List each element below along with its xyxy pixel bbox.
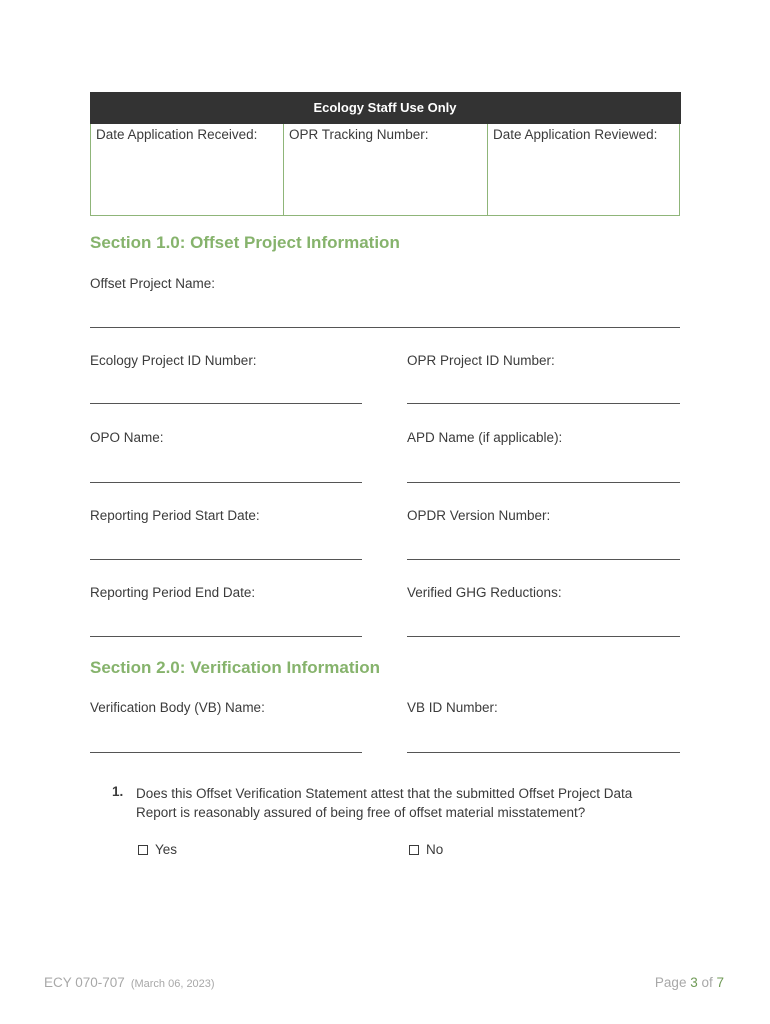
question-text: Does this Offset Verification Statement attest that the submitted Offset Project Data Report is reasonably assured of being free of offset material misstatement? (136, 786, 633, 820)
yes-label: Yes (155, 842, 178, 857)
staff-use-table (90, 92, 680, 216)
question-number: 1. (112, 784, 124, 799)
reporting-period-start-field[interactable] (90, 559, 362, 560)
verification-body-name-label: Verification Body (VB) Name: (90, 700, 265, 715)
date-application-reviewed-label: Date Application Reviewed: (493, 127, 658, 142)
vb-id-number-label: VB ID Number: (407, 700, 498, 715)
footer-form-id (44, 975, 215, 990)
section-1-heading: Section 1.0: Offset Project Information (90, 233, 400, 252)
date-application-reviewed-cell[interactable] (488, 124, 679, 215)
apd-name-field[interactable] (407, 482, 680, 483)
opdr-version-field[interactable] (407, 559, 680, 560)
reporting-period-start-label: Reporting Period Start Date: (90, 508, 260, 523)
offset-project-name-field[interactable] (90, 327, 680, 328)
opo-name-field[interactable] (90, 482, 362, 483)
ecology-project-id-label: Ecology Project ID Number: (90, 353, 257, 368)
staff-use-header: Ecology Staff Use Only (90, 92, 681, 124)
opr-project-id-label: OPR Project ID Number: (407, 353, 555, 368)
date-application-received-label: Date Application Received: (96, 127, 258, 142)
opr-tracking-number-cell[interactable] (284, 124, 488, 215)
form-id: ECY 070-707 (44, 975, 125, 990)
page-total: 7 (716, 975, 724, 990)
opr-project-id-field[interactable] (407, 403, 680, 404)
no-option[interactable] (409, 842, 443, 857)
opo-name-label: OPO Name: (90, 430, 164, 445)
reporting-period-end-label: Reporting Period End Date: (90, 585, 256, 600)
page-current: 3 (690, 975, 698, 990)
yes-checkbox-icon[interactable] (138, 845, 148, 855)
vb-id-number-field[interactable] (407, 752, 680, 753)
offset-project-name-label: Offset Project Name: (90, 276, 216, 291)
opr-tracking-number-label: OPR Tracking Number: (289, 127, 429, 142)
ecology-project-id-field[interactable] (90, 403, 362, 404)
apd-name-label: APD Name (if applicable): (407, 430, 563, 445)
page-mid: of (697, 975, 717, 990)
no-checkbox-icon[interactable] (409, 845, 419, 855)
date-application-received-cell[interactable] (91, 124, 284, 215)
form-date: (March 06, 2023) (130, 978, 215, 990)
yes-option[interactable] (138, 842, 177, 857)
verified-ghg-reductions-field[interactable] (407, 636, 680, 637)
verification-body-name-field[interactable] (90, 752, 362, 753)
reporting-period-end-field[interactable] (90, 636, 362, 637)
page-indicator (655, 975, 724, 990)
section-2-heading: Section 2.0: Verification Information (90, 658, 380, 677)
no-label: No (426, 842, 444, 857)
page-prefix: Page (654, 975, 691, 990)
verified-ghg-reductions-label: Verified GHG Reductions: (407, 585, 562, 600)
opdr-version-label: OPDR Version Number: (407, 508, 551, 523)
